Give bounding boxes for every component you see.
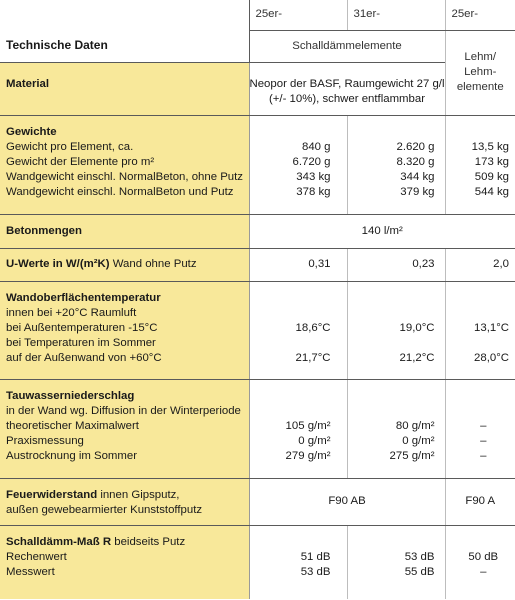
header-lehmelemente [445, 30, 515, 115]
gewichte-col3 [445, 115, 515, 214]
tauwasser-title: Tauwasserniederschlag [6, 389, 135, 402]
gewichte-row-label: Wandgewicht einschl. NormalBeton und Putz [6, 185, 234, 198]
tauwasser-row-label: Praxismessung [6, 434, 84, 447]
uwerte-suffix: Wand ohne Putz [109, 258, 197, 270]
gewichte-value: 509 kg [474, 170, 509, 183]
schalldaemm-col2 [347, 525, 445, 599]
wandtemp-value: 19,0°C [399, 321, 435, 334]
schalldaemm-value: 50 dB [468, 550, 499, 563]
gewichte-value: 544 kg [474, 185, 509, 198]
schalldaemm-value: 55 dB [404, 565, 435, 578]
schalldaemm-value: 51 dB [300, 550, 331, 563]
gewichte-value: 2.620 g [396, 140, 435, 153]
gewichte-value: 8.320 g [396, 155, 435, 168]
uwerte-label [0, 248, 249, 281]
schalldaemm-row-label: Rechenwert [6, 550, 67, 563]
schalldaemm-value: 53 dB [300, 565, 331, 578]
wandtemp-line: auf der Außenwand von +60°C [6, 351, 162, 364]
wandtemp-value: 18,6°C [295, 321, 331, 334]
feuer-value-lehm: F90 A [445, 478, 515, 525]
tauwasser-col1 [249, 379, 347, 478]
wandtemp-line: innen bei +20°C Raumluft [6, 306, 137, 319]
wandtemp-label [0, 281, 249, 379]
gewichte-col2 [347, 115, 445, 214]
uwerte-value: 2,0 [445, 248, 515, 281]
tauwasser-value: 80 g/m² [395, 419, 435, 432]
tauwasser-value: – [480, 449, 487, 462]
header-col2: 31er- [347, 0, 445, 30]
betonmengen-title: Betonmengen [6, 224, 82, 237]
gewichte-row-label: Wandgewicht einschl. NormalBeton, ohne Putz [6, 170, 244, 183]
tauwasser-col2 [347, 379, 445, 478]
schalldaemm-col1 [249, 525, 347, 599]
betonmengen-label [0, 214, 249, 248]
gewichte-label [0, 115, 249, 214]
wandtemp-value: 21,7°C [295, 351, 331, 364]
wandtemp-line: bei Außentemperaturen -15°C [6, 321, 158, 334]
gewichte-value: 13,5 kg [471, 140, 509, 153]
gewichte-value: 379 kg [400, 185, 435, 198]
betonmengen-value: 140 l/m² [249, 214, 515, 248]
gewichte-value: 840 g [301, 140, 331, 153]
wandtemp-col2 [347, 281, 445, 379]
gewichte-value: 378 kg [296, 185, 331, 198]
gewichte-col1 [249, 115, 347, 214]
tauwasser-row-label: Austrocknung im Sommer [6, 449, 138, 462]
header-technische-daten: Technische Daten [6, 38, 108, 53]
schalldaemm-value: 53 dB [404, 550, 435, 563]
header-col1: 25er- [249, 0, 347, 30]
wandtemp-title: Wandoberflächentemperatur [6, 291, 161, 304]
material-value [249, 62, 445, 115]
feuer-line2: außen gewebearmierter Kunststoffputz [6, 503, 203, 516]
gewichte-row-label: Gewicht pro Element, ca. [6, 140, 134, 153]
material-value-line1: Neopor der BASF, Raumgewicht 27 g/l [249, 77, 445, 90]
tauwasser-value: 275 g/m² [389, 449, 435, 462]
wandtemp-col3 [445, 281, 515, 379]
schalldaemm-value: – [480, 565, 487, 578]
lehm-line2: Lehm- [464, 66, 497, 78]
schalldaemm-title: Schalldämm-Maß R [6, 535, 112, 548]
feuer-title: Feuerwiderstand [6, 488, 98, 501]
tauwasser-col3 [445, 379, 515, 478]
feuer-value-schall: F90 AB [249, 478, 445, 525]
wandtemp-value: 28,0°C [474, 351, 509, 364]
tauwasser-value: – [480, 419, 487, 432]
wandtemp-value: 21,2°C [399, 351, 435, 364]
wandtemp-value: 13,1°C [474, 321, 509, 334]
gewichte-value: 173 kg [474, 155, 509, 168]
material-value-line2: (+/- 10%), schwer entflammbar [268, 92, 426, 105]
wandtemp-line: bei Temperaturen im Sommer [6, 336, 156, 349]
tauwasser-value: 279 g/m² [285, 449, 331, 462]
tauwasser-value: 105 g/m² [285, 419, 331, 432]
gewichte-title: Gewichte [6, 125, 57, 138]
tauwasser-value: 0 g/m² [402, 434, 435, 447]
tauwasser-label [0, 379, 249, 478]
material-label [0, 62, 249, 115]
gewichte-value: 6.720 g [292, 155, 331, 168]
header-blank [0, 0, 249, 30]
schalldaemm-col3 [445, 525, 515, 599]
uwerte-value: 0,31 [249, 248, 347, 281]
tauwasser-line: in der Wand wg. Diffusion in der Winterperiode [6, 404, 241, 417]
tauwasser-row-label: theoretischer Maximalwert [6, 419, 139, 432]
gewichte-row-label: Gewicht der Elemente pro m² [6, 155, 155, 168]
header-schalldaemmelemente: Schalldämmelemente [249, 30, 445, 62]
gewichte-value: 344 kg [400, 170, 435, 183]
lehm-line3: elemente [456, 81, 504, 93]
schalldaemm-label [0, 525, 249, 599]
feuer-suffix: innen Gipsputz, [97, 488, 180, 501]
material-title: Material [6, 77, 50, 90]
uwerte-value: 0,23 [347, 248, 445, 281]
tauwasser-value: 0 g/m² [298, 434, 331, 447]
lehm-line1: Lehm/ [464, 51, 497, 63]
tauwasser-value: – [480, 434, 487, 447]
header-col3: 25er- [445, 0, 515, 30]
wandtemp-col1 [249, 281, 347, 379]
schalldaemm-suffix: beidseits Putz [111, 535, 186, 548]
uwerte-title: U-Werte in W/(m²K) [6, 258, 110, 270]
schalldaemm-row-label: Messwert [6, 565, 55, 578]
gewichte-value: 343 kg [296, 170, 331, 183]
feuer-label [0, 478, 249, 525]
